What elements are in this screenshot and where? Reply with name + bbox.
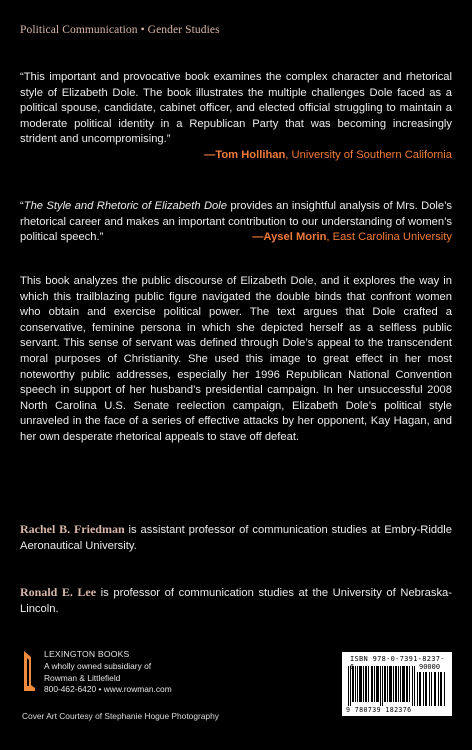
price-addon-bars — [417, 672, 447, 706]
author-name: Ronald E. Lee — [20, 585, 97, 599]
author-bio-text: is professor of communication studies at the University of Nebraska-Lincoln. — [20, 587, 452, 615]
publisher-block — [22, 649, 172, 696]
book-title-italic: The Style and Rhetoric of Elizabeth Dole — [23, 200, 227, 212]
price-code: 90000 — [419, 663, 441, 671]
blurb-open-quote: “ — [20, 200, 24, 212]
publisher-line-1: A wholly owned subsidiary of — [44, 660, 152, 671]
publisher-contact: 800-462-6420 • www.rowman.com — [44, 684, 172, 695]
book-description: This book analyzes the public discourse of Elizabeth Dole, and it explores the way in which this trailblazing public figure navigated the double binds that confront women who obtain and exercise political power. The text argues that Dole crafted a conservative, feminine persona in which she depicted herself as a selfless public servant. This sense of servant was defined through Dole’s appeal to the transcendent moral purposes of Christianity. She used this image to great effect in her most noteworthy public addresses, especially her 1996 Republican National Convention speech in support of her husband’s presidential campaign. In her unsuccessful 2008 North Carolina U.S. Senate reelection campaign, Elizabeth Dole’s political style unraveled in the face of a series of effective attacks by her opponent, Kay Hagan, and her own desperate rhetorical appeals to stave off defeat. — [20, 275, 452, 443]
attribution-name: —Aysel Morin — [252, 231, 327, 244]
cover-art-credit: Cover Art Courtesy of Stephanie Hogue Photography — [22, 711, 219, 721]
blurb-text: provides an insightful analysis of Mrs. Dole’s rhetorical career and makes an important contribution to our understanding of women’s political speech.” — [20, 200, 452, 244]
author-name: Rachel B. Friedman — [20, 522, 125, 536]
ean-bars — [348, 666, 416, 706]
author-bio-text: is assistant professor of communication studies at Embry-Riddle Aeronautical University. — [20, 524, 452, 552]
blurb-text: “This important and provocative book examines the complex character and rhetorical style of Elizabeth Dole. The book illustrates the multiple challenges Dole faced as a political spouse, candidate, cabinet officer, and elected official struggling to maintain a moderate political identity in a Republican Party that was becoming increasingly strident and uncompromising.” — [20, 71, 452, 146]
publisher-line-2: Rowman & Littlefield — [44, 672, 121, 683]
attribution-affiliation: , East Carolina University — [326, 231, 452, 244]
blurb-hollihan — [20, 70, 452, 164]
blurb-morin — [20, 199, 452, 246]
isbn-number: ISBN 978-0-7391-8237- — [350, 655, 445, 663]
author-bio-lee — [20, 585, 452, 617]
blurb-attribution — [252, 230, 452, 246]
ean-digits: 9 780739 182376 — [346, 706, 412, 714]
author-bio-friedman — [20, 522, 452, 554]
category-line: Political Communication • Gender Studies — [20, 24, 220, 36]
isbn-barcode — [342, 652, 452, 716]
lexington-logo-icon — [22, 649, 36, 693]
blurb-attribution — [20, 148, 452, 164]
publisher-name: LEXINGTON BOOKS — [44, 649, 130, 659]
attribution-affiliation: , University of Southern California — [285, 148, 452, 161]
attribution-name: —Tom Hollihan — [204, 148, 286, 161]
publisher-info — [44, 649, 172, 696]
